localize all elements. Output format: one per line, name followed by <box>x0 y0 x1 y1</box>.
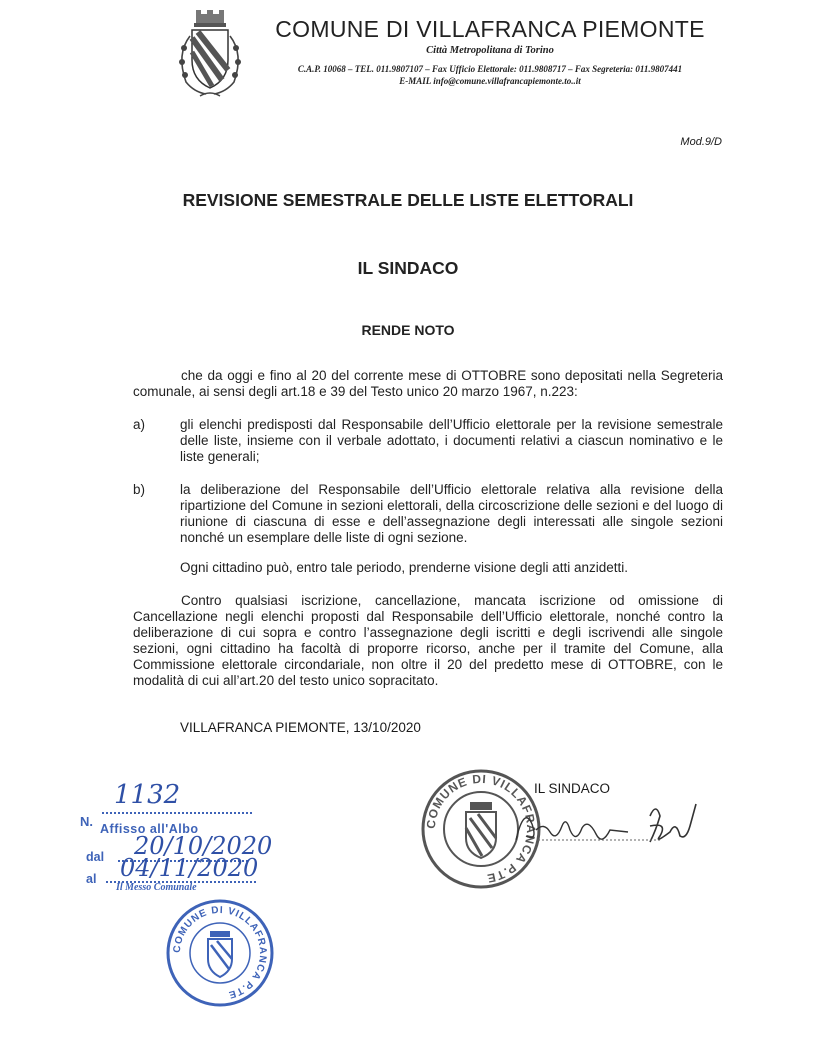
list-item-text-a: gli elenchi predisposti dal Responsabile dell’Ufficio elettorale per la revisione semestrale delle liste, insieme con il verbale adottato, i documenti relativi a ciascun nominativo e le liste generali; <box>180 417 723 464</box>
authority-heading: IL SINDACO <box>357 258 459 278</box>
municipal-crest-logo <box>170 8 250 104</box>
list-item-text-b: la deliberazione del Responsabile dell’Ufficio elettorale relativa alla revisione della ripartizione del Comune in sezioni elettorali, della circoscrizione delle sezioni e del luogo di riunione di ciascuna di esse e dell’assegnazione degli interessati alle singole sezioni nonché un esemplare delle liste di ogni sezione. <box>180 482 723 545</box>
header-contacts: C.A.P. 10068 – TEL. 011.9807107 – Fax Ufficio Elettorale: 011.9808717 – Fax Segreteria: 011.9807441 <box>297 64 683 74</box>
list-item-label-a: a) <box>133 417 146 432</box>
round-stamp-text: COMUNE DI VILLAFRANCA P.TE <box>423 771 539 886</box>
stamp-messo-label: Il Messo Comunale <box>116 882 197 893</box>
stamp-al-label: al <box>86 872 97 886</box>
stamp-affisso-label: Affisso all'Albo <box>100 822 199 836</box>
signatory-label: IL SINDACO <box>534 781 611 796</box>
mayor-signature <box>510 796 720 852</box>
stamp-n-label: N. <box>80 814 93 829</box>
appeal-paragraph: Contro qualsiasi iscrizione, cancellazione, mancata iscrizione od omissione di Cancellazione negli elenchi proposti dal Responsabile dell’Ufficio elettorale, nonché contro la deliberazione di cui sopra e contro l’assegnazione degli iscritti e degli iscrivendi alle singole sezioni, ogni cittadino ha facoltà di proporre ricorso, anche per il tramite del Comune, alla Commissione elettorale circondariale, non oltre il 20 del predetto mese di OTTOBRE, con le modalità di cui all’art.20 del testo unico sopracitato. <box>133 593 723 688</box>
stamp-al-date: 04/11/2020 <box>120 854 259 882</box>
model-code: Mod.9/D <box>680 136 722 148</box>
messo-seal-text: COMUNE DI VILLAFRANCA P.TE <box>171 904 269 1001</box>
place-and-date: VILLAFRANCA PIEMONTE, 13/10/2020 <box>180 720 421 735</box>
stamp-dal-label: dal <box>86 850 105 864</box>
viewing-paragraph: Ogni cittadino può, entro tale periodo, prenderne visione degli atti anzidetti. <box>180 560 629 575</box>
messo-comunale-seal <box>162 895 280 1007</box>
intro-paragraph: che da oggi e fino al 20 del corrente mese di OTTOBRE sono depositati nella Segreteria comunale, ai sensi degli art.18 e 39 del Testo unico 20 marzo 1967, n.223: <box>133 368 723 399</box>
stamp-register-number: 1132 <box>114 780 181 810</box>
posting-stamp <box>80 778 280 896</box>
municipality-name: COMUNE DI VILLAFRANCA PIEMONTE <box>275 16 705 42</box>
document-title: REVISIONE SEMESTRALE DELLE LISTE ELETTORALI <box>182 190 634 210</box>
svg-text:COMUNE DI VILLAFRANCA P.TE <box>172 905 268 1000</box>
stamp-dal-date: 20/10/2020 <box>134 832 273 860</box>
list-item-label-b: b) <box>133 482 146 497</box>
header-subtitle: Città Metropolitana di Torino <box>426 45 554 56</box>
announcement-heading: RENDE NOTO <box>361 322 455 338</box>
header-email: E-MAIL info@comune.villafrancapiemonte.to..it <box>399 76 581 86</box>
